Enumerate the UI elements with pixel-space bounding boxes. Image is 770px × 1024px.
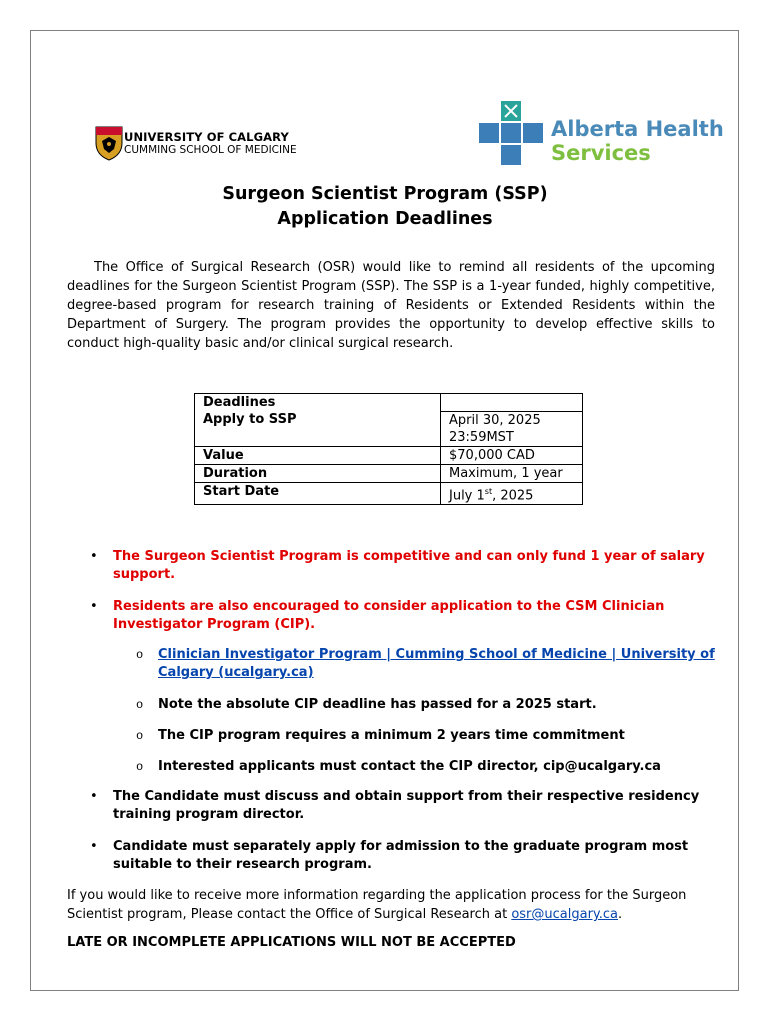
- sub-bullet-commitment: [136, 727, 733, 745]
- bullet-text: The Surgeon Scientist Program is competitive and can only fund 1 year of salary support.: [113, 549, 705, 582]
- row-label: Duration: [195, 464, 441, 482]
- bullet-dot-icon: •: [90, 789, 98, 804]
- cip-link[interactable]: Clinician Investigator Program | Cumming School of Medicine | University of Calgary (ucalgary.ca): [158, 647, 715, 680]
- row-value: Maximum, 1 year: [441, 464, 583, 482]
- sub-bullet-circle-icon: o: [136, 760, 144, 774]
- contact-text: If you would like to receive more information regarding the application process for the Surgeon Scientist program, Please contact the Office of Surgical Research at: [67, 888, 687, 922]
- bullet-text: The Candidate must discuss and obtain support from their respective residency training program director.: [113, 789, 700, 822]
- row-label: Start Date: [195, 482, 441, 504]
- table-row: [195, 464, 583, 482]
- ucalgary-name: UNIVERSITY OF CALGARY: [124, 130, 289, 144]
- sub-bullet-text: Note the absolute CIP deadline has passed for a 2025 start.: [158, 697, 597, 712]
- sub-bullet-contact: [136, 758, 733, 776]
- row-value: $70,000 CAD: [441, 446, 583, 464]
- osr-email-link[interactable]: osr@ucalgary.ca: [511, 907, 618, 922]
- intro-text: The Office of Surgical Research (OSR) would like to remind all residents of the upcoming deadlines for the Surgeon Scientist Program (SSP). The SSP is a 1-year funded, highly competitive, degree-based program for research training of Residents or Extended Residents within the Department of Surgery. The program provides the opportunity to develop effective skills to conduct high-quality basic and/or clinical surgical research.: [67, 260, 715, 351]
- row-value: [441, 411, 583, 446]
- row-value-line1: April 30, 2025: [449, 412, 541, 428]
- row-value: [441, 482, 583, 504]
- bullet-text: Residents are also encouraged to consider application to the CSM Clinician Investigator Program (CIP).: [113, 599, 665, 632]
- bullet-dot-icon: •: [90, 839, 98, 854]
- start-date-suffix: st: [484, 486, 493, 496]
- bullet-cip-encouraged: [90, 598, 713, 634]
- contact-paragraph: [67, 886, 727, 924]
- row-label: Value: [195, 446, 441, 464]
- ahs-line1: Alberta Health: [551, 117, 724, 141]
- ucalgary-school: CUMMING SCHOOL OF MEDICINE: [124, 144, 297, 156]
- bullet-dot-icon: •: [90, 599, 98, 614]
- page-title: Surgeon Scientist Program (SSP): [222, 184, 548, 204]
- table-row: [195, 394, 583, 412]
- ahs-cross-icon: [479, 101, 543, 165]
- table-row: [195, 446, 583, 464]
- closing-notice: LATE OR INCOMPLETE APPLICATIONS WILL NOT BE ACCEPTED: [67, 935, 516, 950]
- intro-paragraph: [67, 258, 715, 353]
- bullet-text: Candidate must separately apply for admission to the graduate program most suitable to their research program.: [113, 839, 689, 872]
- sub-bullet-circle-icon: o: [136, 698, 144, 712]
- ucalgary-logo: [94, 125, 314, 165]
- contact-end: .: [618, 907, 623, 922]
- ahs-wordmark: [551, 117, 724, 165]
- bullet-graduate-admission: [90, 838, 718, 874]
- start-date-day: July 1: [449, 487, 485, 503]
- ahs-line2: Services: [551, 141, 651, 165]
- sub-bullet-circle-icon: o: [136, 648, 144, 662]
- row-label: Apply to SSP: [195, 411, 441, 446]
- sub-bullet-text: The CIP program requires a minimum 2 years time commitment: [158, 728, 625, 743]
- start-date-year: , 2025: [492, 487, 534, 503]
- table-header-cell: Deadlines: [195, 394, 441, 412]
- page-subtitle: Application Deadlines: [277, 209, 493, 229]
- bullet-dot-icon: •: [90, 549, 98, 564]
- table-row: [195, 411, 583, 446]
- sub-bullet-deadline: [136, 696, 733, 714]
- row-value-line2: 23:59MST: [449, 429, 514, 445]
- bullet-competitive: [90, 548, 728, 584]
- ahs-logo: [479, 101, 724, 165]
- table-header-empty: [441, 394, 583, 412]
- table-row: [195, 482, 583, 504]
- sub-bullet-cip-link: [136, 646, 733, 682]
- deadlines-table: [194, 393, 583, 505]
- sub-bullet-text: Interested applicants must contact the CIP director, cip@ucalgary.ca: [158, 759, 661, 774]
- bullet-candidate-support: [90, 788, 718, 824]
- ucalgary-crest-icon: [94, 125, 124, 161]
- sub-bullet-circle-icon: o: [136, 729, 144, 743]
